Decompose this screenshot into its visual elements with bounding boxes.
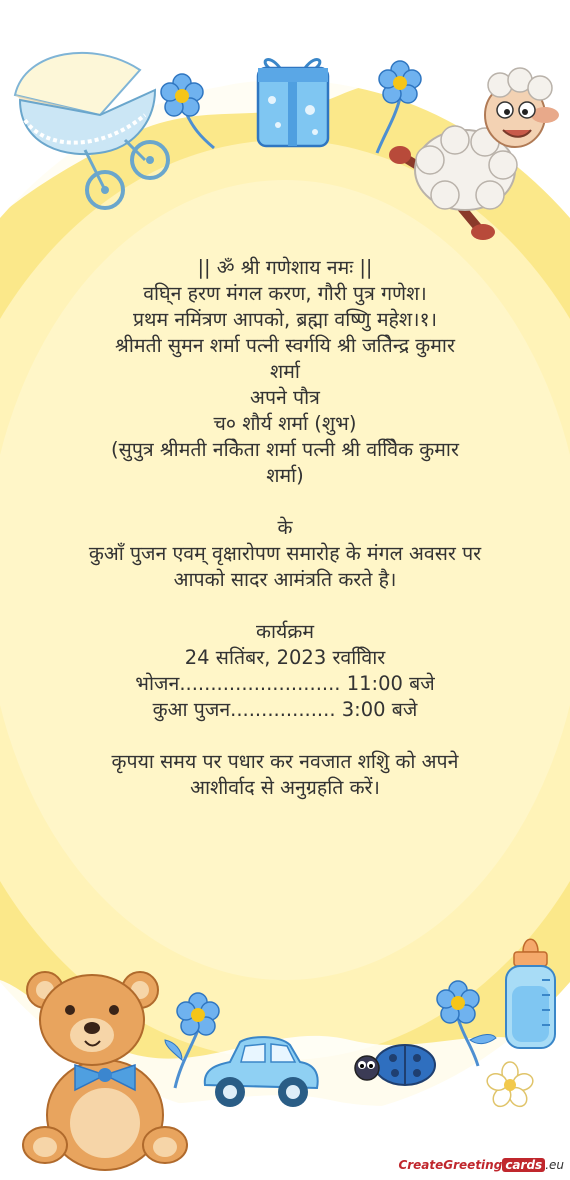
blank-line xyxy=(20,723,550,749)
ladybug-icon xyxy=(345,1040,440,1090)
invitation-line: भोजन.......................... 11:00 बजे xyxy=(135,672,435,695)
brand-tld: .eu xyxy=(545,1158,564,1172)
invitation-line: कृपया समय पर पधार कर नवजात शशिु को अपने xyxy=(111,750,459,773)
gift-box-icon xyxy=(250,50,335,150)
invitation-line: 24 सतिंबर, 2023 रववििार xyxy=(184,646,386,669)
invitation-line: प्रथम नमिंत्रण आपको, ब्रह्मा वष्णिु महेश।१। xyxy=(132,308,438,331)
invitation-line: आपको सादर आमंत्रति करते है। xyxy=(173,568,397,591)
invitation-line: वघि्न हरण मंगल करण, गौरी पुत्र गणेश। xyxy=(143,282,427,305)
flower-icon xyxy=(428,978,498,1068)
invitation-line: च० शौर्य शर्मा (शुभ) xyxy=(213,412,357,435)
invitation-text xyxy=(20,255,550,801)
invitation-line: शर्मा) xyxy=(266,464,304,487)
daisy-icon xyxy=(485,1060,535,1110)
invitation-line: के xyxy=(277,516,293,539)
invitation-line: || ॐ श्री गणेशाय नमः || xyxy=(197,256,373,279)
sheep-icon xyxy=(385,60,570,240)
invitation-line: अपने पौत्र xyxy=(250,386,320,409)
baby-bottle-icon xyxy=(498,930,563,1055)
invitation-line: कुआ पुजन................. 3:00 बजे xyxy=(152,698,418,721)
invitation-line: (सुपुत्र श्रीमती नकिेता शर्मा पत्नी श्री ववििेक कुमार xyxy=(111,438,459,461)
brand-pill: cards xyxy=(502,1158,545,1172)
invitation-line: कार्यक्रम xyxy=(256,620,314,643)
brand-prefix: CreateGreeting xyxy=(398,1158,503,1172)
invitation-line: श्रीमती सुमन शर्मा पत्नी स्वर्गयि श्री जतिेन्द्र कुमार xyxy=(115,334,455,357)
toy-car-icon xyxy=(195,1030,325,1115)
blank-line xyxy=(20,489,550,515)
invitation-line: शर्मा xyxy=(270,360,300,383)
invitation-line: आशीर्वाद से अनुग्रहति करें। xyxy=(190,776,380,799)
flower-icon xyxy=(152,68,222,158)
blank-line xyxy=(20,593,550,619)
invitation-line: कुआँ पुजन एवम् वृक्षारोपण समारोह के मंगल अवसर पर xyxy=(88,542,482,565)
brand-watermark[interactable] xyxy=(398,1158,564,1172)
